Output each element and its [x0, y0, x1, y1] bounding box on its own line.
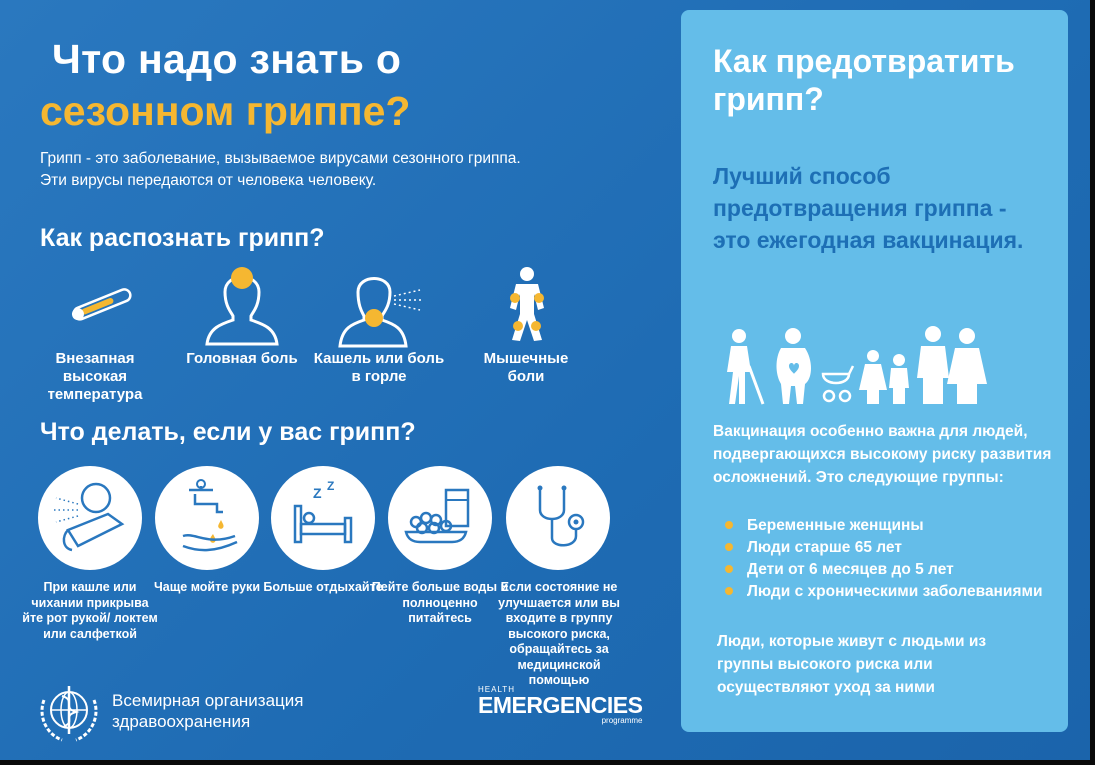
action-circle-doctor	[506, 466, 610, 570]
bullet-dot-icon	[725, 565, 733, 573]
prevention-sub-line3: это ежегодная вакцинация.	[713, 227, 1024, 253]
list-item: Люди с хроническими заболеваниями	[721, 581, 1051, 603]
prevention-sub-line1: Лучший способ	[713, 163, 891, 189]
prevention-body: Вакцинация особенно важна для людей, подвергающихся высокому риску развития осложнений. Это следующие группы:	[713, 423, 1052, 486]
action-circle-food	[388, 466, 492, 570]
actions-heading: Что делать, если у вас грипп?	[40, 418, 416, 446]
action-circle-wash	[155, 466, 259, 570]
list-item: Люди старше 65 лет	[721, 537, 1051, 559]
prevention-footnote: Люди, которые живут с людьми из группы высокого риска или осуществляют уход за ними	[717, 633, 987, 696]
intro-line2: Эти вирусы передаются от человека человеку.	[40, 172, 377, 189]
prevention-panel	[681, 10, 1068, 732]
food-water-icon	[388, 466, 492, 570]
prevention-title-line1: Как предотвратить	[713, 43, 1015, 79]
who-name-line2: здравоохранения	[112, 712, 251, 731]
intro-text	[40, 148, 600, 192]
symptom-label-throat: Кашель или боль в горле	[313, 350, 445, 385]
prevention-title-line2: грипп?	[713, 81, 824, 117]
page-title-line2: сезонном гриппе?	[40, 88, 411, 134]
bullet-dot-icon	[725, 543, 733, 551]
stethoscope-icon	[506, 466, 610, 570]
risk-groups-list	[721, 515, 1051, 603]
who-emblem-icon	[34, 680, 104, 746]
action-circle-rest	[271, 466, 375, 570]
action-label-cough: При кашле или чихании прикрыва йте рот рукой/ локтем или салфеткой	[22, 580, 158, 641]
who-name-line1: Всемирная организация	[112, 691, 304, 710]
prevention-subtitle	[713, 160, 1023, 256]
symptom-label-fever: Внезапная высокая температура	[47, 350, 143, 403]
action-label-rest: Больше отдыхайте	[263, 580, 383, 594]
thermometer-icon	[66, 284, 140, 324]
he-emergencies: EMERGENCIES	[478, 692, 643, 718]
sore-throat-icon	[338, 270, 424, 348]
who-name	[112, 690, 303, 732]
symptom-label-muscle: Мышечные боли	[483, 350, 569, 385]
prevention-title	[713, 42, 1015, 118]
bed-rest-icon	[271, 466, 375, 570]
svg-text:Z: Z	[327, 479, 335, 493]
wash-hands-icon	[155, 466, 259, 570]
intro-line1: Грипп - это заболевание, вызываемое вирусами сезонного гриппа.	[40, 150, 521, 167]
bullet-dot-icon	[725, 521, 733, 529]
action-circle-cough	[38, 466, 142, 570]
symptom-label-headache: Головная боль	[186, 350, 298, 367]
action-label-wash: Чаще мойте руки	[153, 580, 261, 594]
page-title-line1: Что надо знать о	[52, 36, 402, 82]
prevention-sub-line2: предотвращения гриппа -	[713, 195, 1007, 221]
family-group-icon	[721, 326, 991, 406]
list-item: Дети от 6 месяцев до 5 лет	[721, 559, 1051, 581]
bullet-dot-icon	[725, 587, 733, 595]
list-item: Беременные женщины	[721, 515, 1051, 537]
he-health: HEALTH	[478, 685, 515, 694]
muscle-pain-icon	[500, 266, 554, 342]
cough-elbow-icon	[38, 466, 142, 570]
he-programme: programme	[601, 716, 643, 725]
symptoms-heading: Как распознать грипп?	[40, 224, 325, 252]
action-label-doctor: Если состояние не улучшается или вы входите в группу высокого риска, обращайтесь за медицинской помощью	[498, 580, 620, 687]
svg-text:Z: Z	[313, 485, 322, 501]
health-emergencies-logo	[478, 685, 642, 725]
action-label-food: Пейте больше воды и полноценно питайтесь	[371, 580, 509, 625]
headache-icon	[203, 266, 281, 346]
